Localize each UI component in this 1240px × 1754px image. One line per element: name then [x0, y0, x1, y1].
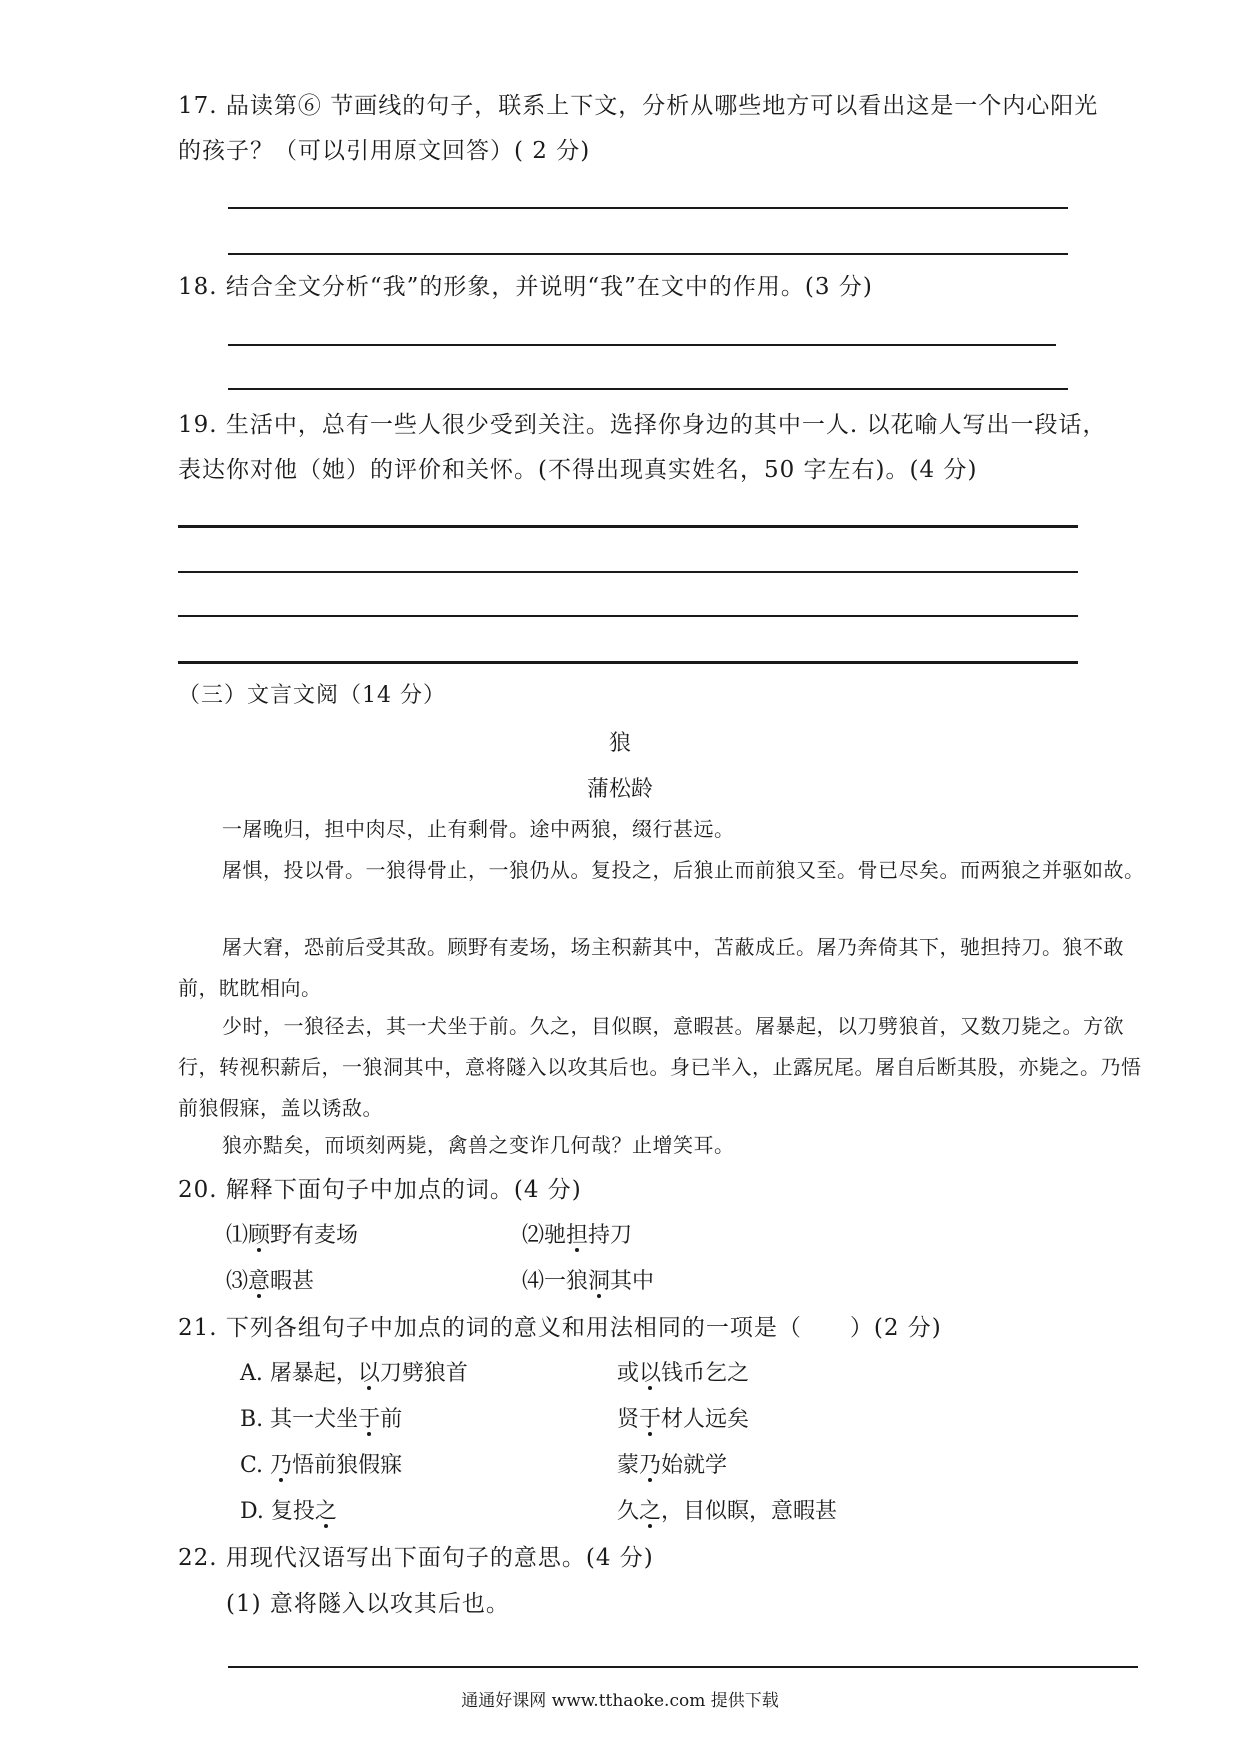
- q17-line2: 的孩子？（可以引用原文回答）( 2 分): [178, 138, 591, 164]
- q20-item-4-pre: 一狼: [544, 1269, 589, 1294]
- q21-option-c-right: [617, 1442, 727, 1490]
- passage-author: 蒲松龄: [586, 777, 653, 802]
- q20-text: 20. 解释下面句子中加点的词。(4 分): [178, 1177, 582, 1203]
- q21-option-c-label: C.: [240, 1453, 264, 1478]
- q18-answer-line-1[interactable]: [228, 344, 1056, 346]
- q19-line1: 19. 生活中，总有一些人很少受到关注。选择你身边的其中一人. 以花喻人写出一段话，: [178, 412, 1107, 438]
- q21-option-a-left[interactable]: [240, 1350, 468, 1398]
- q17-answer-line-2[interactable]: [228, 253, 1068, 255]
- q20-item-2-number: ⑵: [522, 1223, 545, 1248]
- q21-option-a-left-post: 刀劈狼首: [379, 1361, 468, 1386]
- q18-answer-line-2[interactable]: [228, 388, 1068, 390]
- q21-option-b-label: B.: [240, 1407, 264, 1432]
- q20-item-2-post: 持刀: [588, 1223, 633, 1248]
- q21-option-d-right-post: ，目似瞑，意暇甚: [661, 1499, 838, 1524]
- q21-option-c-right-pre: 蒙: [617, 1453, 640, 1478]
- q21-text: 21. 下列各组句子中加点的词的意义和用法相同的一项是（ ）(2 分): [178, 1315, 942, 1341]
- q19-line2: 表达你对他（她）的评价和关怀。(不得出现真实姓名，50 字左右)。(4 分): [178, 457, 978, 483]
- q21-option-c-left-post: 悟前狼假寐: [292, 1453, 403, 1478]
- q20-item-3-number: ⑶: [226, 1269, 249, 1294]
- q21-option-d-right: [617, 1488, 837, 1536]
- passage-paragraph-5: 狼亦黠矣，而顷刻两毙，禽兽之变诈几何哉？止增笑耳。: [222, 1133, 735, 1157]
- q20-item-4-number: ⑷: [522, 1269, 545, 1294]
- q21-option-a-left-dotted-word: 以: [357, 1361, 380, 1386]
- q21-option-c-right-dotted-word: 乃: [639, 1453, 662, 1478]
- q21-option-c-left-dotted-word: 乃: [270, 1453, 293, 1478]
- q21-option-a-right-dotted-word: 以: [639, 1361, 662, 1386]
- q20-item-1: [226, 1212, 358, 1260]
- q21-option-a-right: [617, 1350, 749, 1398]
- q21-option-d-left[interactable]: [240, 1488, 337, 1536]
- q21-option-b-left[interactable]: [240, 1396, 402, 1444]
- page-footer: 通通好课网 www.tthaoke.com 提供下载: [461, 1691, 779, 1711]
- q20-item-1-post: 野有麦场: [270, 1223, 359, 1248]
- q21-option-b-right-pre: 贤: [617, 1407, 640, 1432]
- q22-text: 22. 用现代汉语写出下面句子的意思。(4 分): [178, 1545, 654, 1571]
- passage-paragraph-2: 屠惧，投以骨。一狼得骨止，一狼仍从。复投之，后狼止而前狼又至。骨已尽矣。而两狼之并驱如故。: [222, 858, 1145, 882]
- q19-answer-line-3[interactable]: [178, 615, 1078, 617]
- q20-item-1-dotted-word: 顾: [248, 1223, 271, 1248]
- q20-item-4: [522, 1258, 654, 1306]
- q20-item-1-number: ⑴: [226, 1223, 249, 1248]
- q21-option-d-right-dotted-word: 之: [639, 1499, 662, 1524]
- q20-item-3-dotted-word: 意: [248, 1269, 271, 1294]
- passage-paragraph-3: 屠大窘，恐前后受其敌。顾野有麦场，场主积薪其中，苫蔽成丘。屠乃奔倚其下，驰担持刀。狼不敢前，眈眈相向。: [178, 935, 1124, 1000]
- q19-answer-line-2[interactable]: [178, 571, 1078, 573]
- passage-paragraph-1: 一屠晚归，担中肉尽，止有剩骨。途中两狼，缀行甚远。: [222, 817, 735, 841]
- q22-item-1: (1) 意将隧入以攻其后也。: [226, 1591, 510, 1617]
- passage-paragraph-4: 少时，一狼径去，其一犬坐于前。久之，目似瞑，意暇甚。屠暴起，以刀劈狼首，又数刀毙之。方欲行，转视积薪后，一狼洞其中，意将隧入以攻其后也。身已半入，止露尻尾。屠自后断其股，亦毙之。乃悟前狼假寐，盖以诱敌。: [178, 1014, 1142, 1120]
- q21-option-c-right-post: 始就学: [661, 1453, 728, 1478]
- q19-answer-line-1[interactable]: [178, 525, 1078, 528]
- q21-option-d-right-pre: 久: [617, 1499, 640, 1524]
- q19-answer-line-4[interactable]: [178, 661, 1078, 664]
- q18-text: 18. 结合全文分析“我”的形象，并说明“我”在文中的作用。(3 分): [178, 274, 873, 300]
- q17-line1: 17. 品读第⑥ 节画线的句子，联系上下文，分析从哪些地方可以看出这是一个内心阳光: [178, 93, 1099, 119]
- q20-item-3-post: 暇甚: [270, 1269, 315, 1294]
- q21-option-c-left[interactable]: [240, 1442, 402, 1490]
- q21-option-b-left-pre: 其一犬坐: [270, 1407, 359, 1432]
- q22-answer-line-1[interactable]: [228, 1666, 1138, 1668]
- q17-answer-line-1[interactable]: [228, 207, 1068, 209]
- passage-title: 狼: [608, 731, 631, 756]
- q20-item-4-post: 其中: [610, 1269, 655, 1294]
- q21-option-a-label: A.: [240, 1361, 263, 1386]
- q21-option-b-left-post: 前: [380, 1407, 403, 1432]
- q21-option-d-left-pre: 复投: [270, 1499, 315, 1524]
- q20-item-4-dotted-word: 洞: [588, 1269, 611, 1294]
- q21-option-b-right: [617, 1396, 749, 1444]
- q21-option-b-right-post: 材人远矣: [661, 1407, 750, 1432]
- q20-item-3: [226, 1258, 314, 1306]
- q20-item-2: [522, 1212, 632, 1260]
- q21-option-d-left-dotted-word: 之: [314, 1499, 337, 1524]
- q21-option-a-right-pre: 或: [617, 1361, 640, 1386]
- q21-option-d-label: D.: [240, 1499, 264, 1524]
- q21-option-b-left-dotted-word: 于: [358, 1407, 381, 1432]
- q21-option-a-left-pre: 屠暴起，: [269, 1361, 358, 1386]
- q21-option-a-right-post: 钱币乞之: [661, 1361, 750, 1386]
- q21-option-b-right-dotted-word: 于: [639, 1407, 662, 1432]
- q20-item-2-pre: 驰: [544, 1223, 567, 1248]
- q20-item-2-dotted-word: 担: [566, 1223, 589, 1248]
- section-heading: （三）文言文阅（14 分）: [178, 683, 446, 708]
